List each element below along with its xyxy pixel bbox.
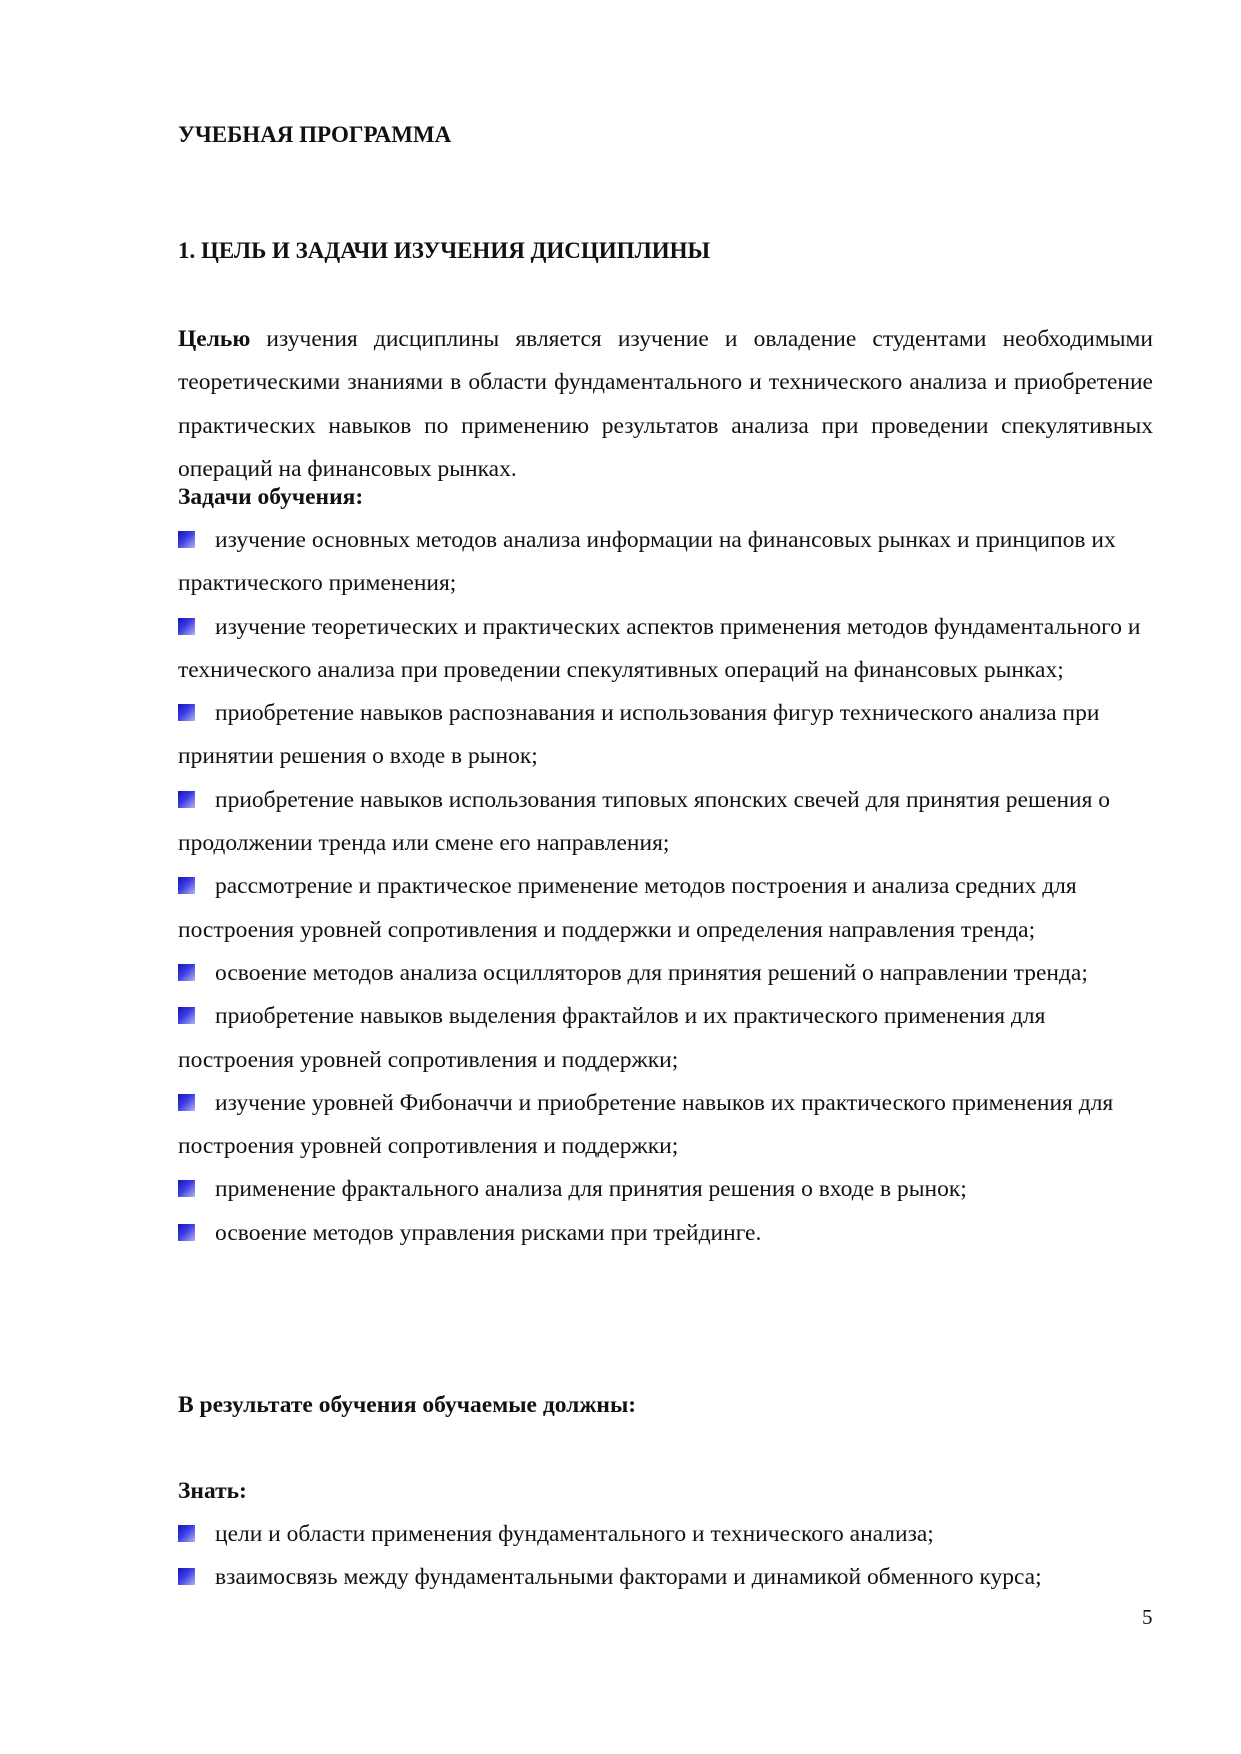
list-item bbox=[178, 779, 1153, 866]
list-item bbox=[178, 519, 1153, 606]
list-item bbox=[178, 1212, 1153, 1255]
square-bullet-icon bbox=[178, 1525, 195, 1542]
tasks-heading: Задачи обучения: bbox=[178, 484, 364, 510]
section-heading: 1. ЦЕЛЬ И ЗАДАЧИ ИЗУЧЕНИЯ ДИСЦИПЛИНЫ bbox=[178, 238, 711, 263]
square-bullet-icon bbox=[178, 1007, 195, 1024]
page-number: 5 bbox=[1142, 1605, 1153, 1629]
square-bullet-icon bbox=[178, 1224, 195, 1241]
list-item bbox=[178, 1513, 1153, 1556]
square-bullet-icon bbox=[178, 704, 195, 721]
list-item-text: взаимосвязь между фундаментальными факторами и динамикой обменного курса; bbox=[215, 1564, 1042, 1591]
list-item bbox=[178, 1168, 1153, 1211]
goal-lead-word: Целью bbox=[178, 326, 251, 352]
list-item-text: применение фрактального анализа для принятия решения о входе в рынок; bbox=[215, 1176, 967, 1203]
square-bullet-icon bbox=[178, 1568, 195, 1585]
square-bullet-icon bbox=[178, 877, 195, 894]
list-item-text: освоение методов анализа осцилляторов для принятия решений о направлении тренда; bbox=[215, 959, 1088, 986]
list-item-text: приобретение навыков распознавания и использования фигур технического анализа при принятии решения о входе в рынок; bbox=[178, 700, 1100, 770]
list-item-text: изучение теоретических и практических аспектов применения методов фундаментального и технического анализа при проведении спекулятивных операций на финансовых рынках; bbox=[178, 613, 1141, 683]
list-item-text: приобретение навыков использования типовых японских свечей для принятия решения о продолжении тренда или смене его направления; bbox=[178, 786, 1111, 857]
square-bullet-icon bbox=[178, 791, 195, 808]
document-page bbox=[178, 118, 1153, 1591]
goal-paragraph bbox=[178, 318, 1153, 491]
square-bullet-icon bbox=[178, 618, 195, 635]
square-bullet-icon bbox=[178, 1180, 195, 1197]
square-bullet-icon bbox=[178, 964, 195, 981]
list-item bbox=[178, 865, 1153, 952]
tasks-list bbox=[178, 519, 1153, 1255]
list-item-text: цели и области применения фундаментального и технического анализа; bbox=[215, 1521, 934, 1547]
list-item bbox=[178, 1082, 1153, 1169]
know-list bbox=[178, 1513, 1153, 1600]
list-item bbox=[178, 952, 1153, 995]
results-heading: В результате обучения обучаемые должны: bbox=[178, 1392, 637, 1418]
page-title: УЧЕБНАЯ ПРОГРАММА bbox=[178, 122, 452, 147]
list-item-text: изучение основных методов анализа информации на финансовых рынках и принципов их практического применения; bbox=[178, 527, 1116, 597]
square-bullet-icon bbox=[178, 1094, 195, 1111]
list-item bbox=[178, 606, 1153, 693]
list-item bbox=[178, 1556, 1153, 1599]
list-item-text: рассмотрение и практическое применение методов построения и анализа средних для построения уровней сопротивления и поддержки и определения направления тренда; bbox=[178, 873, 1077, 943]
list-item-text: освоение методов управления рисками при трейдинге. bbox=[215, 1219, 762, 1246]
list-item-text: изучение уровней Фибоначчи и приобретение навыков их практического применения для построения уровней сопротивления и поддержки; bbox=[178, 1089, 1114, 1160]
list-item bbox=[178, 692, 1153, 779]
list-item bbox=[178, 995, 1153, 1082]
list-item-text: приобретение навыков выделения фрактайлов и их практического применения для построения уровней сопротивления и поддержки; bbox=[178, 1003, 1046, 1073]
square-bullet-icon bbox=[178, 531, 195, 548]
goal-text: изучения дисциплины является изучение и овладение студентами необходимыми теоретическими знаниями в области фундаментального и технического анализа и приобретение практических навыков по применению результатов анализа при проведении спекулятивных операций на финансовых рынках. bbox=[178, 326, 1153, 482]
know-heading: Знать: bbox=[178, 1478, 247, 1504]
